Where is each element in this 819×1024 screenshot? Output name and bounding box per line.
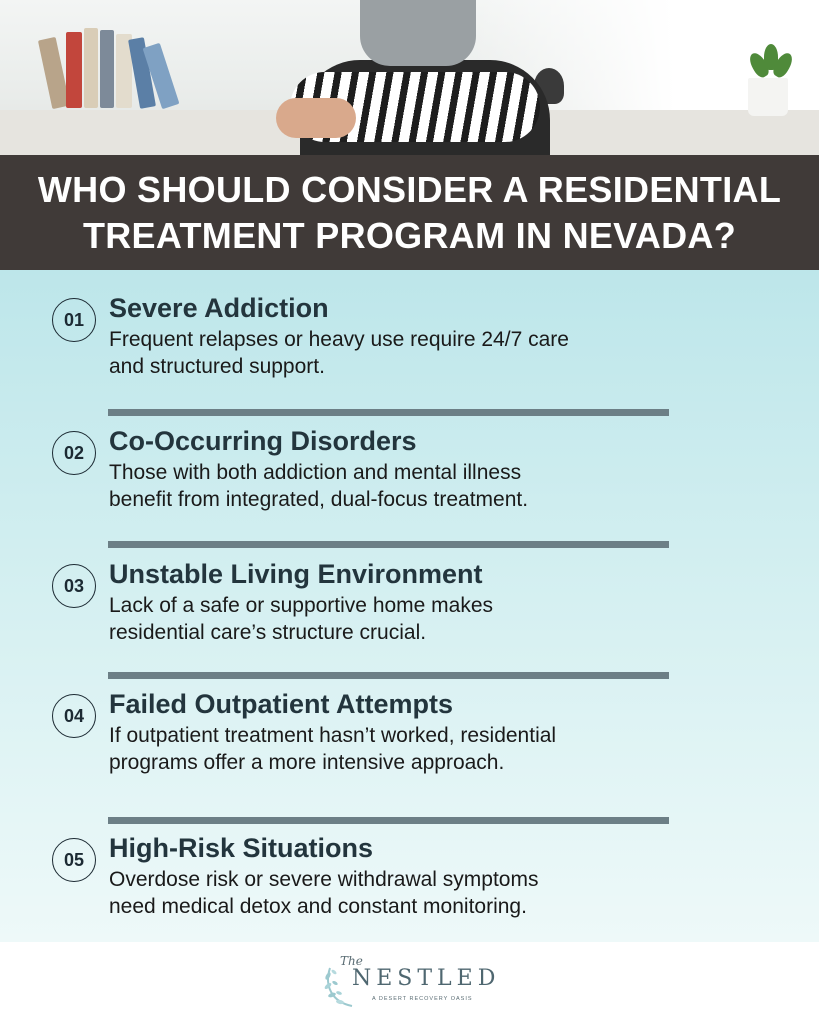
section-divider [108, 672, 669, 679]
item-description-line-2: need medical detox and constant monitoring. [109, 895, 527, 918]
section-divider [108, 409, 669, 416]
book [66, 32, 82, 108]
item-description-line-2: residential care’s structure crucial. [109, 621, 427, 644]
section-divider [108, 817, 669, 824]
number-badge: 03 [52, 564, 96, 608]
book [84, 28, 98, 108]
brand-logo [322, 952, 502, 1014]
footer [0, 942, 819, 1024]
item-description [109, 722, 709, 776]
item-description-line-1: Frequent relapses or heavy use require 24/7 care [109, 328, 569, 351]
title-band [0, 155, 819, 270]
item-description [109, 592, 709, 646]
item-description-line-2: benefit from integrated, dual-focus treatment. [109, 488, 529, 511]
plant-pot [748, 78, 788, 116]
item-title: Severe Addiction [109, 293, 329, 323]
item-title: Failed Outpatient Attempts [109, 689, 454, 719]
item-description-line-2: programs offer a more intensive approach. [109, 751, 505, 774]
item-title: Co-Occurring Disorders [109, 426, 417, 456]
page-title [38, 167, 781, 259]
section-divider [108, 541, 669, 548]
item-description-line-1: Those with both addiction and mental illness [109, 461, 522, 484]
item-description-line-1: Lack of a safe or supportive home makes [109, 594, 494, 617]
book [100, 30, 114, 108]
item-description [109, 459, 709, 513]
logo-prefix: The [340, 954, 363, 968]
logo-wordmark: NESTLED [352, 966, 501, 991]
item-description [109, 326, 709, 380]
item-description-line-1: If outpatient treatment hasn’t worked, residential [109, 724, 557, 747]
item-description [109, 866, 709, 920]
header-photo [0, 0, 819, 160]
number-badge: 04 [52, 694, 96, 738]
logo-tagline: A DESERT RECOVERY OASIS [372, 996, 473, 1002]
item-description-line-2: and structured support. [109, 355, 325, 378]
title-line-1: WHO SHOULD CONSIDER A RESIDENTIAL [37, 168, 782, 210]
number-badge: 01 [52, 298, 96, 342]
item-title: High-Risk Situations [109, 833, 374, 863]
person-beanie [360, 0, 476, 66]
item-title: Unstable Living Environment [109, 559, 483, 589]
item-description-line-1: Overdose risk or severe withdrawal symptoms [109, 868, 539, 891]
number-badge: 05 [52, 838, 96, 882]
number-badge: 02 [52, 431, 96, 475]
person-arm [276, 98, 356, 138]
title-line-2: TREATMENT PROGRAM IN NEVADA? [82, 214, 737, 256]
criteria-list [0, 270, 819, 942]
